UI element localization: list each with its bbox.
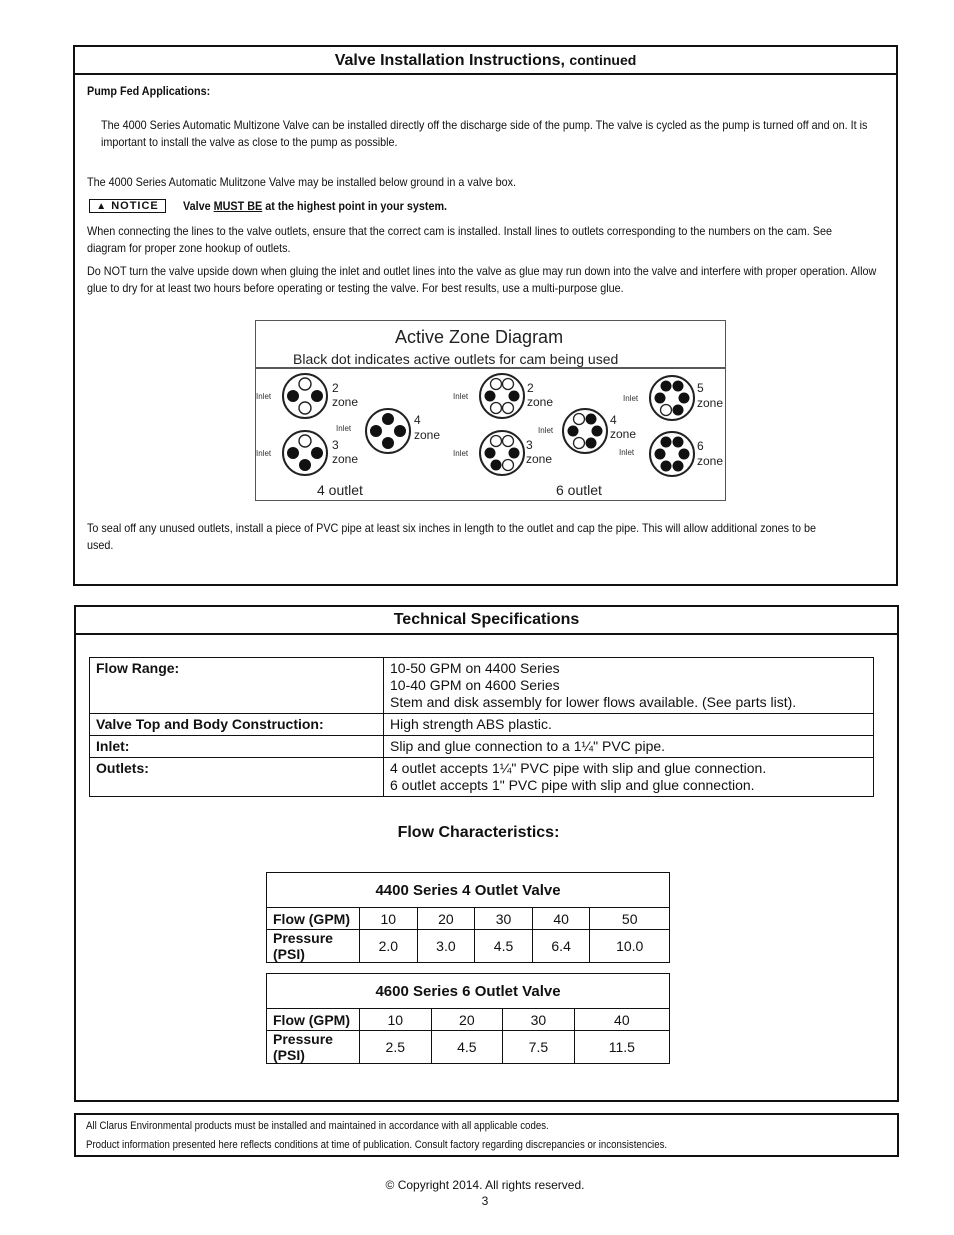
installation-header	[75, 47, 896, 75]
notice-line	[183, 198, 447, 215]
spec-value	[384, 758, 874, 797]
pressure-label: Pressure (PSI)	[267, 930, 360, 963]
table-4400-flow-row	[267, 908, 670, 930]
spec-table	[89, 657, 874, 797]
pressure-cell: 6.4	[532, 930, 590, 963]
pressure-cell: 2.5	[360, 1031, 432, 1064]
valve-4-outlet-zone4-icon	[366, 409, 410, 453]
pump-heading: Pump Fed Applications:	[87, 84, 211, 98]
flow-cell: 30	[475, 908, 533, 930]
flow-cell: 10	[360, 908, 418, 930]
spec-value-line: Slip and glue connection to a 1¼" PVC pipe.	[390, 738, 666, 754]
flow-label: Flow (GPM)	[267, 908, 360, 930]
flow-cell: 40	[532, 908, 590, 930]
inlet-label: Inlet	[256, 392, 272, 401]
spec-label: Valve Top and Body Construction:	[90, 714, 384, 736]
connect-paragraph: When connecting the lines to the valve outlets, ensure that the correct cam is installed. Install lines to outlets corresponding to the numbers on the cam. See diagram for proper zone hookup of outlets.	[87, 224, 833, 255]
valve-6-outlet-zone6-icon	[650, 432, 694, 476]
table-4400	[266, 872, 670, 963]
page-number: 3	[481, 1194, 489, 1208]
zone-label: zone	[526, 452, 553, 466]
zone-number-3: 3	[526, 438, 533, 452]
below-ground-paragraph: The 4000 Series Automatic Mulitzone Valve may be installed below ground in a valve box.	[87, 175, 517, 189]
flow-cell: 20	[431, 1009, 503, 1031]
pump-paragraph: The 4000 Series Automatic Multizone Valve can be installed directly off the discharge side of the pump. The valve is cycled as the pump is turned off and on. It is important to install the valve as close to the pump as possible.	[101, 118, 868, 149]
spec-value	[384, 736, 874, 758]
valve-6-outlet-zone3-icon	[480, 431, 524, 475]
inlet-label: Inlet	[453, 392, 469, 401]
zone-number-3: 3	[332, 438, 339, 452]
pressure-cell: 4.5	[475, 930, 533, 963]
zone-label: zone	[332, 452, 359, 466]
spec-row	[90, 758, 874, 797]
notice-emphasis: MUST BE	[213, 199, 263, 213]
active-zone-diagram	[255, 320, 726, 501]
zone-label: zone	[610, 427, 637, 441]
six-outlet-label: 6 outlet	[556, 482, 602, 498]
section-title-suffix: continued	[569, 52, 637, 68]
spec-value-line: High strength ABS plastic.	[390, 716, 552, 732]
spec-label: Inlet:	[90, 736, 384, 758]
flow-cell: 20	[417, 908, 475, 930]
flow-label: Flow (GPM)	[267, 1009, 360, 1031]
valve-6-outlet-zone2-icon	[480, 374, 524, 418]
disclaimer-line-1: All Clarus Environmental products must be installed and maintained in accordance with all applicable codes.	[86, 1120, 549, 1132]
spec-value-line: 10-50 GPM on 4400 Series	[390, 660, 560, 676]
notice-label: NOTICE	[111, 200, 159, 212]
disclaimer-box	[74, 1113, 899, 1157]
spec-label: Outlets:	[90, 758, 384, 797]
diagram-subtitle: Black dot indicates active outlets for cam being used	[293, 351, 619, 367]
valve-4-outlet-zone2-icon	[283, 374, 327, 418]
zone-number-2: 2	[332, 381, 339, 395]
table-4600-flow-row	[267, 1009, 670, 1031]
inlet-label: Inlet	[336, 424, 352, 433]
inlet-label: Inlet	[538, 426, 554, 435]
pressure-cell: 4.5	[431, 1031, 503, 1064]
tech-specs-section	[74, 605, 899, 1102]
flow-cell: 50	[590, 908, 670, 930]
table-4600-title: 4600 Series 6 Outlet Valve	[267, 974, 670, 1009]
inlet-label: Inlet	[453, 449, 469, 458]
table-4400-pressure-row	[267, 930, 670, 963]
flow-cell: 30	[503, 1009, 575, 1031]
inlet-label: Inlet	[623, 394, 639, 403]
installation-section	[73, 45, 898, 586]
spec-row	[90, 658, 874, 714]
zone-number-5: 5	[697, 381, 704, 395]
diagram-svg	[256, 321, 725, 500]
warning-triangle-icon: ▲	[96, 201, 108, 212]
four-outlet-label: 4 outlet	[317, 482, 363, 498]
pressure-cell: 10.0	[590, 930, 670, 963]
spec-value	[384, 714, 874, 736]
zone-number-2: 2	[527, 381, 534, 395]
spec-row	[90, 736, 874, 758]
zone-label: zone	[414, 428, 441, 442]
table-4600	[266, 973, 670, 1064]
spec-value-line: 4 outlet accepts 1¼" PVC pipe with slip and glue connection.	[390, 760, 767, 776]
spec-label: Flow Range:	[90, 658, 384, 714]
spec-value-line: Stem and disk assembly for lower flows available. (See parts list).	[390, 694, 797, 710]
notice-badge	[89, 199, 166, 213]
inlet-label: Inlet	[619, 448, 635, 457]
flow-heading: Flow Characteristics:	[397, 824, 560, 841]
diagram-title: Active Zone Diagram	[395, 327, 564, 347]
table-4400-title: 4400 Series 4 Outlet Valve	[267, 873, 670, 908]
flow-cell: 10	[360, 1009, 432, 1031]
pressure-cell: 7.5	[503, 1031, 575, 1064]
pressure-cell: 3.0	[417, 930, 475, 963]
spec-value-line: 6 outlet accepts 1" PVC pipe with slip and glue connection.	[390, 777, 755, 793]
zone-number-4: 4	[610, 413, 617, 427]
zone-number-4: 4	[414, 413, 421, 427]
spec-value-line: 10-40 GPM on 4600 Series	[390, 677, 560, 693]
spec-value	[384, 658, 874, 714]
valve-4-outlet-zone3-icon	[283, 431, 327, 475]
zone-label: zone	[527, 395, 554, 409]
pressure-cell: 11.5	[574, 1031, 669, 1064]
valve-6-outlet-zone4-icon	[563, 409, 607, 453]
valve-6-outlet-zone5-icon	[650, 376, 694, 420]
notice-text-post: at the highest point in your system.	[262, 199, 448, 213]
disclaimer-line-2: Product information presented here reflects conditions at time of publication. Consult factory regarding discrepancies or inconsistencies.	[86, 1139, 668, 1151]
notice-text-pre: Valve	[183, 199, 214, 213]
spec-row	[90, 714, 874, 736]
glue-paragraph: Do NOT turn the valve upside down when gluing the inlet and outlet lines into the valve as glue may run down into the valve and interfere with proper operation. Allow glue to dry for at least two hours before operating or testing the valve. For best results, use a multi-purpose glue.	[87, 264, 877, 295]
seal-paragraph: To seal off any unused outlets, install a piece of PVC pipe at least six inches in length to the outlet and cap the pipe. This will allow additional zones to be used.	[87, 521, 817, 552]
copyright: © Copyright 2014. All rights reserved.	[385, 1178, 585, 1192]
pressure-cell: 2.0	[360, 930, 418, 963]
zone-number-6: 6	[697, 439, 704, 453]
inlet-label: Inlet	[256, 449, 272, 458]
zone-label: zone	[332, 395, 359, 409]
flow-cell: 40	[574, 1009, 669, 1031]
zone-label: zone	[697, 396, 724, 410]
section-title: Valve Installation Instructions,	[334, 52, 565, 69]
pressure-label: Pressure (PSI)	[267, 1031, 360, 1064]
tech-specs-header: Technical Specifications	[76, 607, 897, 635]
zone-label: zone	[697, 454, 724, 468]
table-4600-pressure-row	[267, 1031, 670, 1064]
